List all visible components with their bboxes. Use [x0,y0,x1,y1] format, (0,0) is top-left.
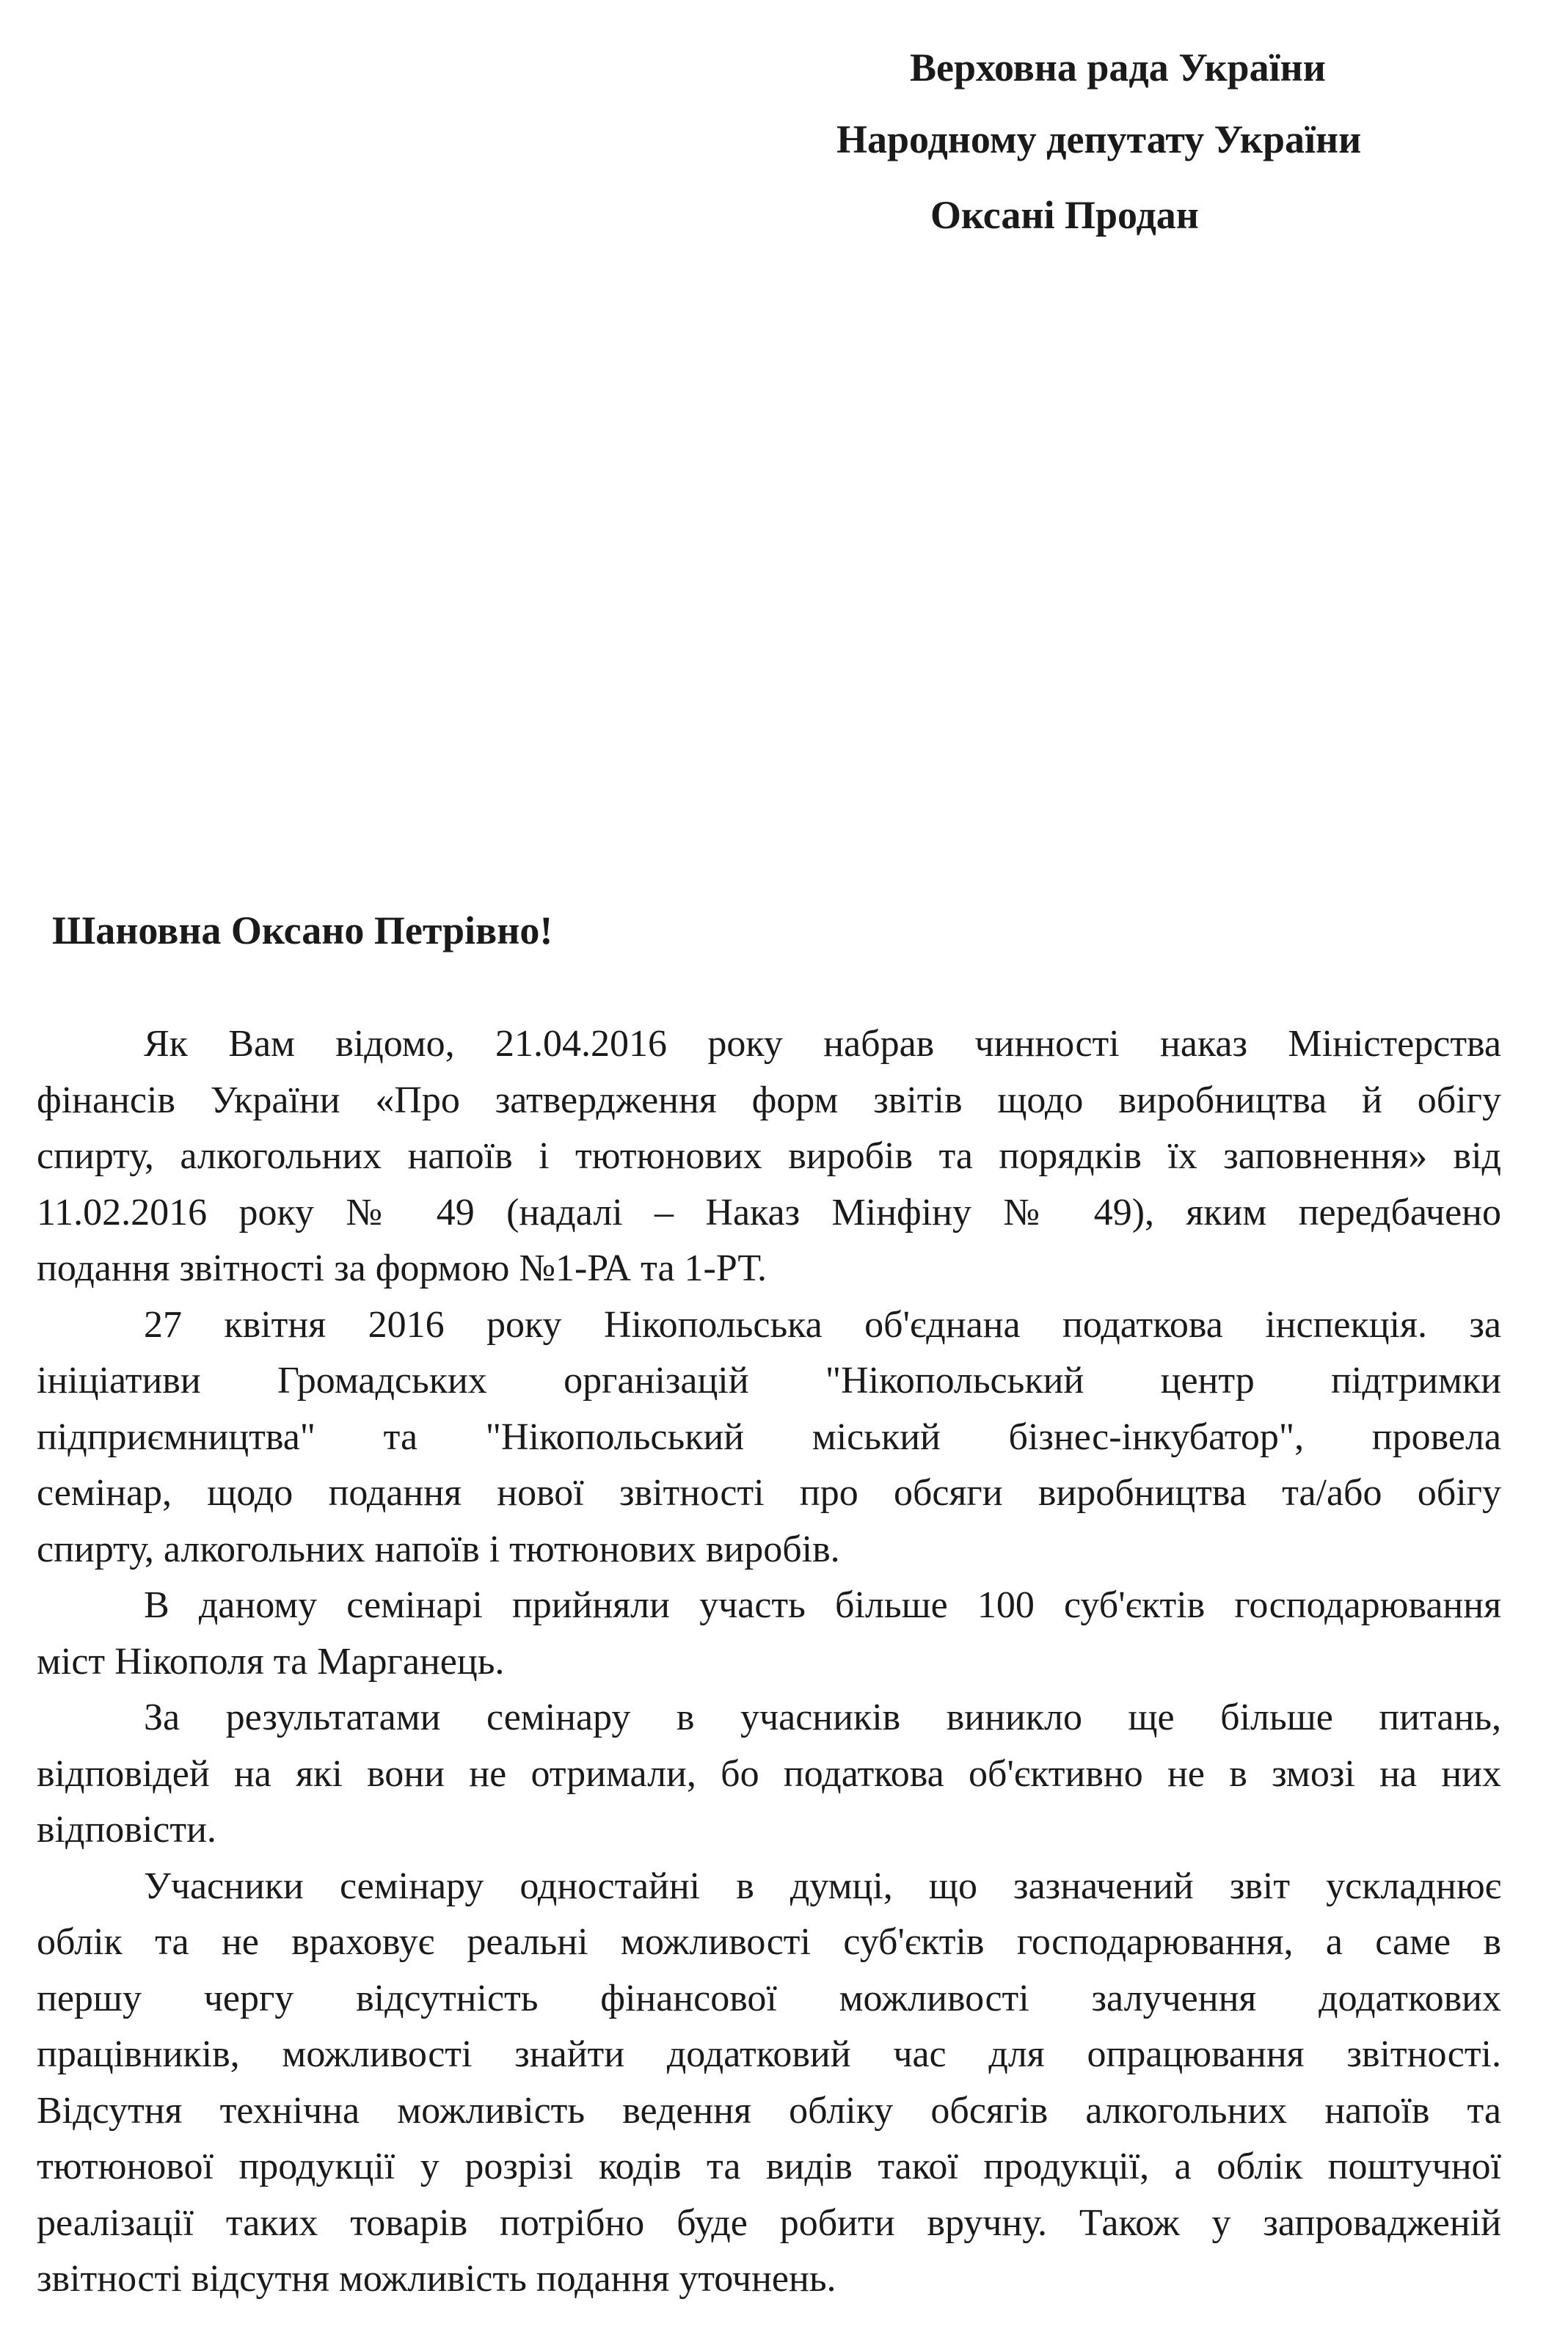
paragraph-line: облік та не враховує реальні можливості суб'єктів господарювання, а саме в [37,1921,1501,1963]
paragraph-line: міст Нікополя та Марганець. [37,1640,505,1683]
paragraph [37,1016,1501,1297]
paragraph [37,1578,1501,1690]
paragraph-line: реалізації таких товарів потрібно буде робити вручну. Також у запровадженій [37,2201,1501,2244]
paragraph-line: В даному семінарі прийняли участь більше 100 суб'єктів господарювання [144,1584,1501,1626]
addressee-line-2: Народному депутату України [836,117,1362,161]
paragraph-line: Учасники семінару одностайні в думці, що зазначений звіт ускладнює [144,1865,1501,1907]
paragraph-line: 27 квітня 2016 року Нікопольська об'єднана податкова інспекція. за [144,1303,1501,1346]
paragraph [37,1690,1501,1859]
paragraph-line: За результатами семінару в учасників виникло ще більше питань, [144,1697,1501,1738]
paragraph-line: звітності відсутня можливість подання уточнень. [37,2258,836,2300]
paragraph [37,1859,1501,2308]
paragraph-line: Як Вам відомо, 21.04.2016 року набрав чинності наказ Міністерства [144,1023,1501,1065]
letter-body [37,1016,1501,2308]
paragraph-line: Відсутня технічна можливість ведення обліку обсягів алкогольних напоїв та [37,2089,1501,2132]
paragraph-line: спирту, алкогольних напоїв і тютюнових виробів та порядків їх заповнення» від [37,1135,1501,1177]
paragraph-line: фінансів України «Про затвердження форм звітів щодо виробництва й обігу [37,1079,1501,1121]
paragraph-line: працівників, можливості знайти додатковий час для опрацювання звітності. [37,2033,1501,2075]
paragraph-line: першу чергу відсутність фінансової можливості залучення додаткових [37,1977,1501,2019]
paragraph-line: спирту, алкогольних напоїв і тютюнових виробів. [37,1528,840,1570]
addressee-line-3: Оксані Продан [930,193,1199,237]
addressee-line-1: Верховна рада України [910,45,1326,90]
paragraph-line: 11.02.2016 року № 49 (надалі – Наказ Мінфіну № 49), яким передбачено [37,1191,1501,1234]
paragraph-line: семінар, щодо подання нової звітності про обсяги виробництва та/або обігу [37,1472,1501,1514]
greeting: Шановна Оксано Петрівно! [52,908,553,952]
paragraph-line: відповісти. [37,1809,216,1851]
paragraph-line: відповідей на які вони не отримали, бо податкова об'єктивно не в змозі на них [37,1752,1501,1795]
paragraph-line: підприємництва" та "Нікопольський міський бізнес-інкубатор", провела [37,1415,1501,1458]
paragraph [37,1297,1501,1578]
paragraph-line: подання звітності за формою №1-РА та 1-РТ. [37,1247,767,1289]
paragraph-line: ініціативи Громадських організацій "Нікопольський центр підтримки [37,1360,1501,1402]
paragraph-line: тютюнової продукції у розрізі кодів та видів такої продукції, а облік поштучної [37,2146,1501,2187]
